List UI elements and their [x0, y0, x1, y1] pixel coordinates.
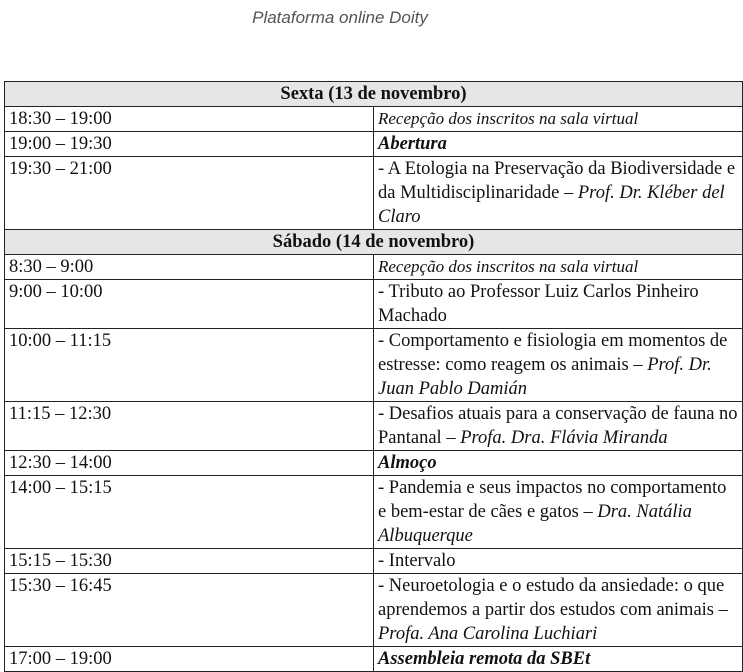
time-cell: 18:30 – 19:00 — [5, 107, 374, 132]
speaker-name: Profa. Ana Carolina Luchiari — [378, 624, 598, 644]
table-row — [5, 647, 743, 672]
speaker-name: Prof. Dr. Kléber del Claro — [378, 183, 725, 227]
speaker-name: Profa. Dra. Flávia Miranda — [460, 428, 668, 448]
table-row — [5, 329, 743, 402]
activity-cell: Assembleia remota da SBEt — [374, 647, 743, 672]
time-cell: 17:00 – 19:00 — [5, 647, 374, 672]
time-cell: 15:30 – 16:45 — [5, 574, 374, 647]
table-row — [5, 132, 743, 157]
activity-text: - A Etologia na Preservação da Biodiversidade e da Multidisciplinaridade – — [378, 159, 736, 203]
table-row — [5, 549, 743, 574]
time-cell: 10:00 – 11:15 — [5, 329, 374, 402]
activity-cell: - Intervalo — [374, 549, 743, 574]
day-header-row — [5, 230, 743, 255]
day-title: Sexta (13 de novembro) — [5, 82, 743, 107]
time-cell: 9:00 – 10:00 — [5, 280, 374, 329]
activity-text: - Desafios atuais para a conservação de fauna no Pantanal – — [378, 404, 738, 448]
time-cell: 8:30 – 9:00 — [5, 255, 374, 280]
table-row — [5, 574, 743, 647]
activity-cell: Recepção dos inscritos na sala virtual — [374, 107, 743, 132]
table-row — [5, 280, 743, 329]
activity-cell — [374, 476, 743, 549]
time-cell: 19:30 – 21:00 — [5, 157, 374, 230]
speaker-name: Prof. Dr. Juan Pablo Damián — [378, 355, 712, 399]
activity-text: - Comportamento e fisiologia em momentos de estresse: como reagem os animais – — [378, 331, 728, 375]
activity-cell: Abertura — [374, 132, 743, 157]
activity-cell — [374, 574, 743, 647]
table-row — [5, 255, 743, 280]
table-row — [5, 157, 743, 230]
activity-cell: Almoço — [374, 451, 743, 476]
time-cell: 11:15 – 12:30 — [5, 402, 374, 451]
time-cell: 12:30 – 14:00 — [5, 451, 374, 476]
table-row — [5, 451, 743, 476]
activity-cell — [374, 157, 743, 230]
time-cell: 19:00 – 19:30 — [5, 132, 374, 157]
activity-text: - Neuroetologia e o estudo da ansiedade: o que aprendemos a partir dos estudos com animais – — [378, 576, 728, 620]
platform-subtitle: Plataforma online Doity — [252, 8, 428, 27]
activity-cell — [374, 329, 743, 402]
table-row — [5, 107, 743, 132]
time-cell: 14:00 – 15:15 — [5, 476, 374, 549]
table-row — [5, 476, 743, 549]
speaker-name: Dra. Natália Albuquerque — [378, 502, 692, 546]
activity-cell — [374, 402, 743, 451]
activity-text: - Pandemia e seus impactos no comportamento e bem-estar de cães e gatos – — [378, 478, 727, 522]
schedule-table — [4, 81, 743, 672]
activity-cell: - Tributo ao Professor Luiz Carlos Pinheiro Machado — [374, 280, 743, 329]
time-cell: 15:15 – 15:30 — [5, 549, 374, 574]
table-row — [5, 402, 743, 451]
day-header-row — [5, 82, 743, 107]
day-title: Sábado (14 de novembro) — [5, 230, 743, 255]
activity-cell: Recepção dos inscritos na sala virtual — [374, 255, 743, 280]
